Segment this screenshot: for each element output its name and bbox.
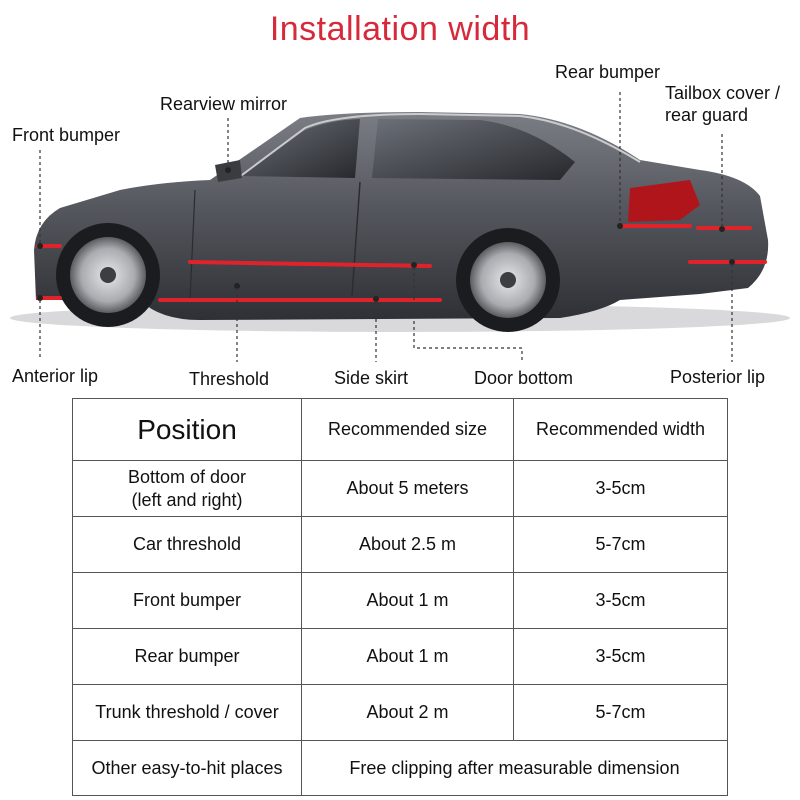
- cell-position-line1: Bottom of door: [127, 466, 247, 487]
- cell-position: Rear bumper: [73, 629, 302, 685]
- label-posterior-lip: Posterior lip: [670, 367, 766, 387]
- cell-position: Trunk threshold / cover: [73, 685, 302, 741]
- cell-position: Car threshold: [73, 517, 302, 573]
- cell-merged-note: Free clipping after measurable dimension: [302, 741, 728, 796]
- table-row: [73, 517, 728, 573]
- cell-position-line2: (left and right): [131, 489, 243, 510]
- cell-width: 3-5cm: [514, 461, 728, 517]
- cell-width: 5-7cm: [514, 685, 728, 741]
- table-header-row: [73, 399, 728, 461]
- header-position: Position: [73, 399, 302, 461]
- label-threshold: Threshold: [189, 369, 270, 389]
- label-front-bumper: Front bumper: [12, 125, 121, 145]
- label-tailbox-cover: [665, 82, 780, 126]
- header-recommended-size: Recommended size: [302, 399, 514, 461]
- installation-table: [72, 398, 728, 796]
- rear-wheel: [456, 228, 560, 332]
- table-row: [73, 741, 728, 796]
- page-title: Installation width: [269, 10, 531, 48]
- label-tailbox-line1: Tailbox cover /: [665, 83, 781, 103]
- cell-size: About 1 m: [302, 573, 514, 629]
- table-row: [73, 461, 728, 517]
- cell-position: Front bumper: [73, 573, 302, 629]
- cell-width: 3-5cm: [514, 573, 728, 629]
- cell-size: About 5 meters: [302, 461, 514, 517]
- table-row: [73, 573, 728, 629]
- label-door-bottom: Door bottom: [474, 368, 574, 388]
- table-row: [73, 685, 728, 741]
- car-illustration: [0, 0, 800, 395]
- label-tailbox-line2: rear guard: [665, 105, 749, 125]
- header-recommended-width: Recommended width: [514, 399, 728, 461]
- cell-size: About 2.5 m: [302, 517, 514, 573]
- cell-size: About 1 m: [302, 629, 514, 685]
- cell-width: 5-7cm: [514, 517, 728, 573]
- front-wheel: [56, 223, 160, 327]
- label-anterior-lip: Anterior lip: [12, 366, 99, 386]
- label-rearview-mirror: Rearview mirror: [160, 94, 288, 114]
- cell-size: About 2 m: [302, 685, 514, 741]
- cell-position: [73, 461, 302, 517]
- table-row: [73, 629, 728, 685]
- cell-position: Other easy-to-hit places: [73, 741, 302, 796]
- label-rear-bumper: Rear bumper: [555, 62, 661, 82]
- label-side-skirt: Side skirt: [334, 368, 409, 388]
- cell-width: 3-5cm: [514, 629, 728, 685]
